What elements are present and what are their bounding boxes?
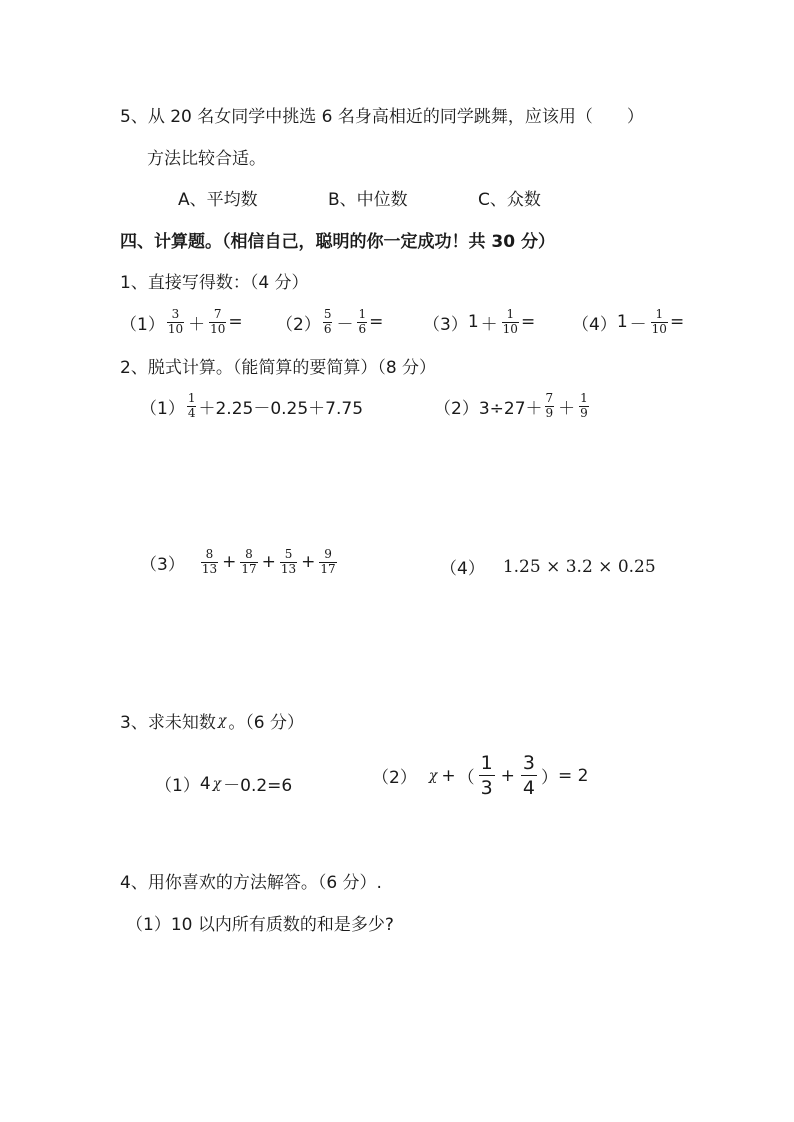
operator: + bbox=[500, 765, 515, 786]
coefficient: 4 bbox=[199, 773, 211, 794]
item-label: （2） bbox=[276, 314, 321, 335]
p3-title-points: 。（6 分） bbox=[228, 713, 305, 733]
right-paren: ） bbox=[541, 768, 558, 789]
item-label: （2） bbox=[372, 768, 417, 789]
equals-sign: = bbox=[228, 312, 243, 333]
expression-text: －0.2=6 bbox=[223, 776, 293, 796]
equals-sign: = bbox=[369, 312, 384, 333]
expression-text: = 2 bbox=[558, 765, 589, 786]
fraction: $\frac{5}{13}$ bbox=[280, 547, 297, 576]
q5-option-c: C、众数 bbox=[478, 190, 541, 210]
p1-item-2 bbox=[276, 308, 383, 337]
expression-text: 3÷27＋ bbox=[478, 398, 543, 419]
unknown-variable: χ bbox=[428, 767, 438, 784]
fraction: $\frac{9}{17}$ bbox=[320, 547, 336, 576]
whole-number: 1 bbox=[467, 312, 479, 333]
item-label: （1） bbox=[120, 314, 165, 335]
fraction: $\frac{3}{4}$ bbox=[522, 752, 535, 799]
item-label: （1） bbox=[140, 398, 185, 419]
item-label: （4） bbox=[440, 559, 485, 579]
q5-line1: 5、从 20 名女同学中挑选 6 名身高相近的同学跳舞，应该用（ ） bbox=[120, 107, 644, 127]
whole-number: 1 bbox=[616, 312, 628, 333]
p1-title: 1、直接写得数：（4 分） bbox=[120, 273, 309, 293]
operator: + bbox=[222, 552, 237, 573]
fraction: $\frac{8}{17}$ bbox=[241, 547, 257, 576]
item-label: （4） bbox=[572, 314, 617, 335]
operator: ＋ bbox=[188, 314, 206, 335]
fraction: $\frac{1}{10}$ bbox=[502, 307, 518, 336]
fraction: $\frac{5}{6}$ bbox=[323, 307, 332, 336]
unknown-variable: χ bbox=[212, 775, 222, 792]
fraction: $\frac{8}{13}$ bbox=[201, 547, 218, 576]
fraction: $\frac{7}{9}$ bbox=[545, 391, 554, 420]
fraction: $\frac{1}{6}$ bbox=[358, 307, 367, 336]
fraction: $\frac{3}{10}$ bbox=[167, 307, 184, 336]
p4-title: 4、用你喜欢的方法解答。（6 分）. bbox=[120, 873, 382, 893]
operator: + bbox=[261, 552, 276, 573]
p3-eq-1 bbox=[155, 771, 292, 796]
operator: － bbox=[336, 314, 354, 335]
equals-sign: = bbox=[669, 312, 685, 333]
q5-option-a: A、平均数 bbox=[178, 190, 258, 210]
fraction: $\frac{1}{3}$ bbox=[480, 752, 493, 799]
left-paren: （ bbox=[457, 768, 475, 789]
q5-option-b: B、中位数 bbox=[328, 190, 408, 210]
p2-expr-3 bbox=[140, 548, 339, 577]
operator: ＋ bbox=[558, 398, 576, 419]
p3-title bbox=[120, 708, 304, 733]
item-label: （3） bbox=[140, 554, 185, 575]
item-label: （1） bbox=[155, 776, 200, 796]
expression-text: ＋2.25－0.25＋7.75 bbox=[198, 398, 364, 419]
p2-expr-2 bbox=[434, 392, 591, 421]
fraction: $\frac{1}{10}$ bbox=[651, 307, 667, 336]
p3-eq-2 bbox=[372, 752, 588, 800]
p1-item-3 bbox=[423, 308, 535, 337]
item-label: （2） bbox=[434, 398, 479, 419]
p3-title-text: 3、求未知数 bbox=[120, 713, 216, 733]
operator: + bbox=[441, 765, 456, 786]
section-title: 四、计算题。（相信自己，聪明的你一定成功！共 30 分） bbox=[120, 232, 555, 252]
p4-question-1: （1）10 以内所有质数的和是多少? bbox=[126, 915, 394, 935]
unknown-variable: χ bbox=[217, 712, 227, 729]
item-label: （3） bbox=[423, 314, 468, 335]
fraction: $\frac{7}{10}$ bbox=[210, 307, 226, 336]
q5-line2: 方法比较合适。 bbox=[147, 149, 266, 169]
operator: ＋ bbox=[480, 314, 498, 335]
equals-sign: = bbox=[520, 312, 536, 333]
p1-item-4 bbox=[572, 308, 684, 337]
operator: + bbox=[301, 552, 316, 573]
p2-expr-4 bbox=[440, 554, 656, 579]
operator: － bbox=[629, 314, 647, 335]
expression-text: 1.25 × 3.2 × 0.25 bbox=[502, 556, 656, 577]
p1-item-1 bbox=[120, 308, 243, 337]
fraction: $\frac{1}{4}$ bbox=[187, 391, 196, 420]
p2-expr-1 bbox=[140, 392, 363, 421]
p2-title: 2、脱式计算。（能简算的要简算）（8 分） bbox=[120, 358, 437, 378]
fraction: $\frac{1}{9}$ bbox=[580, 391, 588, 420]
